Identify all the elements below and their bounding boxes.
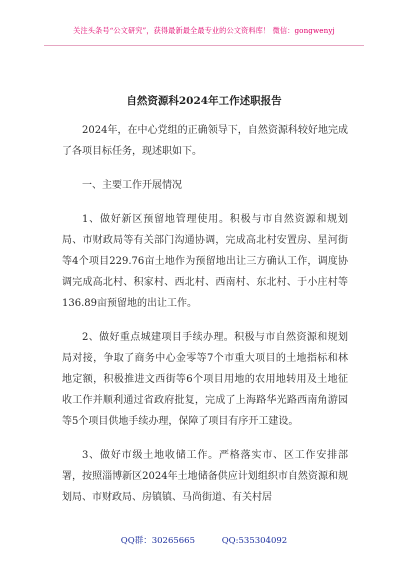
document-title: 自然资源科2024年工作述职报告 (126, 95, 282, 107)
list-item: 2、做好重点城建项目手续办理。积极与市自然资源和规划局对接，争取了商务中心金零等7个市重大项目的土地指标和林地定额，积极推进文西街等6个项目用地的农用地转用及土地征收工作并顺利通过省政府批复，完成了上海路华光路西南角游园等5个项目供地手续办理，保障了项目有序开工建设。 (62, 332, 348, 427)
document-body (62, 120, 348, 508)
page-header (0, 0, 408, 58)
header-divider (44, 45, 364, 46)
page-footer (0, 534, 408, 546)
list-item: 3、做好市级土地收储工作。严格落实市、区工作安排部署，按照淄博新区2024年土地储备供应计划组织市自然资源和规划局、市财政局、房镇镇、马尚街道、有关村居 (62, 450, 348, 503)
section-heading: 一、主要工作开展情况 (82, 180, 182, 191)
qq-id-text: QQ:535304092 (221, 536, 288, 546)
qq-group-text: QQ群：30265665 (120, 536, 195, 546)
promo-banner-text: 关注头条号“公文研究”，获得最新最全最专业的公文资料库！ 微信：gongwenyj (73, 26, 335, 35)
list-item: 1、做好新区预留地管理使用。积极与市自然资源和规划局、市财政局等有关部门沟通协调，完成高北村安置房、星河街等4个项目229.76亩土地作为预留地出让三方确认工作，调度协调完成高北村、积家村、西北村、西南村、东北村、于小庄村等136.89亩预留地的出让工作。 (62, 214, 348, 309)
intro-paragraph: 2024年，在中心党组的正确领导下，自然资源科较好地完成了各项目标任务，现述职如下。 (62, 125, 348, 157)
